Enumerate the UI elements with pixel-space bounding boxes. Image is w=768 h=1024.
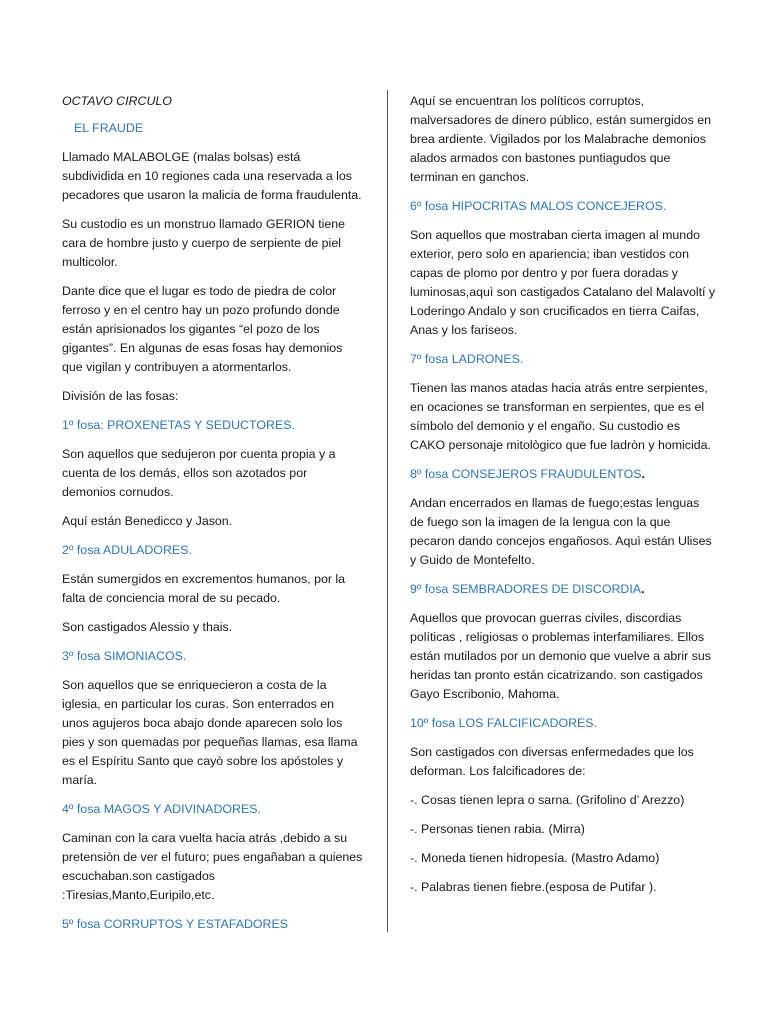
paragraph	[62, 282, 364, 377]
section-subtitle-text: EL FRAUDE	[74, 121, 144, 135]
paragraph	[410, 92, 716, 187]
fosa-heading-text: 7º fosa LADRONES.	[410, 352, 524, 366]
paragraph	[62, 445, 364, 502]
paragraph-text: Dante dice que el lugar es todo de piedra de color ferroso y en el centro hay un pozo profundo donde están aprisionados los gigantes “el pozo de los gigantes”. En algunas de esas fosas hay demonios que vigilan y contribuyen a atormentarlos.	[62, 284, 343, 374]
paragraph	[410, 494, 716, 570]
heading-trailing-period: .	[641, 467, 645, 481]
paragraph-text: Están sumergidos en excrementos humanos, por la falta de conciencia moral de su pecado.	[62, 572, 346, 605]
fosa-heading-text: 9º fosa SEMBRADORES DE DISCORDIA	[410, 582, 642, 596]
fosa-heading-text: 10º fosa LOS FALCIFICADORES.	[410, 716, 598, 730]
paragraph-text: Son aquellos que se enriquecieron a costa de la iglesia, en particular los curas. Son enterrados en unos agujeros boca abajo donde aparecen solo los pies y son quemadas por pequeñas llamas, esa llama es el Espíritu Santo que cayò sobre los apóstoles y maría.	[62, 678, 358, 787]
paragraph-text: -. Palabras tienen fiebre.(esposa de Putifar ).	[410, 880, 657, 894]
paragraph	[410, 743, 716, 781]
fosa-heading-text: 1º fosa: PROXENETAS Y SEDUCTORES.	[62, 418, 295, 432]
fosa-heading	[410, 350, 716, 369]
paragraph	[410, 226, 716, 340]
left-column	[62, 92, 364, 944]
paragraph	[410, 878, 716, 897]
fosa-heading	[62, 647, 364, 666]
paragraph-text: Andan encerrados en llamas de fuego;estas lenguas de fuego son la imagen de la lengua con la que pecaron dando concejos engañosos. Aquì están Ulises y Guido de Montefelto.	[410, 496, 712, 567]
fosa-heading	[62, 800, 364, 819]
paragraph-text: Aquellos que provocan guerras civiles, discordias políticas , religiosas o problemas interfamiliares. Ellos están mutilados por un demonio que vuelve a abrir sus heridas tan pronto están cicatrizando. son castigados Gayo Escribonio, Mahoma.	[410, 611, 711, 701]
paragraph-text: Caminan con la cara vuelta hacia atrás ,debido a su pretensiòn de ver el futuro; pues engañaban a quienes escuchaban.son castigados :Tiresias,Manto,Euripilo,etc.	[62, 831, 363, 902]
paragraph-text: -. Personas tienen rabia. (Mirra)	[410, 822, 585, 836]
paragraph	[62, 829, 364, 905]
paragraph-text: -. Moneda tienen hidropesía. (Mastro Adamo)	[410, 851, 660, 865]
paragraph	[62, 215, 364, 272]
heading-trailing-period: .	[641, 582, 645, 596]
fosa-heading-text: 4º fosa MAGOS Y ADIVINADORES.	[62, 802, 261, 816]
paragraph	[410, 379, 716, 455]
section-title-text: OCTAVO CIRCULO	[62, 94, 172, 108]
section-title	[62, 92, 364, 111]
paragraph	[62, 387, 364, 406]
paragraph-text: Son castigados con diversas enfermedades que los deforman. Los falcificadores de:	[410, 745, 694, 778]
fosa-heading	[410, 465, 716, 484]
paragraph-text: Son aquellos que sedujeron por cuenta propia y a cuenta de los demás, ellos son azotados por demonios cornudos.	[62, 447, 336, 499]
paragraph-text: -. Cosas tienen lepra o sarna. (Grifolino d’ Arezzo)	[410, 793, 685, 807]
paragraph	[410, 791, 716, 810]
fosa-heading-text: 8º fosa CONSEJEROS FRAUDULENTOS	[410, 467, 642, 481]
paragraph-text: Son aquellos que mostraban cierta imagen al mundo exterior, pero solo en apariencia; iban vestidos con capas de plomo por dentro y por fuera doradas y luminosas,aquì son castigados Catalano del Malavoltí y Loderingo Andalo y son crucificados en tierra Caifas, Anas y los fariseos.	[410, 228, 716, 337]
fosa-heading	[62, 541, 364, 560]
paragraph	[62, 618, 364, 637]
paragraph-text: Su custodio es un monstruo llamado GERION tiene cara de hombre justo y cuerpo de serpiente de piel multicolor.	[62, 217, 346, 269]
paragraph-text: Llamado MALABOLGE (malas bolsas) está subdividida en 10 regiones cada una reservada a los pecadores que usaron la malicia de forma fraudulenta.	[62, 150, 362, 202]
paragraph	[62, 570, 364, 608]
paragraph	[410, 820, 716, 839]
paragraph	[410, 849, 716, 868]
fosa-heading	[410, 197, 716, 216]
fosa-heading-text: 2º fosa ADULADORES.	[62, 543, 192, 557]
column-divider	[387, 90, 388, 932]
fosa-heading	[62, 416, 364, 435]
fosa-heading	[410, 714, 716, 733]
paragraph-text: Aquí se encuentran los políticos corruptos, malversadores de dinero público, están sumergidos en brea ardiente. Vigilados por los Malabrache demonios alados armados con bastones puntiagudos que terminan en ganchos.	[410, 94, 711, 184]
fosa-heading	[410, 580, 716, 599]
paragraph	[62, 148, 364, 205]
fosa-heading	[62, 915, 364, 934]
paragraph-text: Aquí están Benedicco y Jason.	[62, 514, 233, 528]
paragraph-text: Tienen las manos atadas hacia atrás entre serpientes, en ocaciones se transforman en serpientes, que es el símbolo del demonio y el engaño. Su custodio es CAKO personaje mitològico que fue ladròn y homicida.	[410, 381, 711, 452]
fosa-heading-text: 5º fosa CORRUPTOS Y ESTAFADORES	[62, 917, 289, 931]
right-column	[410, 92, 716, 907]
paragraph	[410, 609, 716, 704]
paragraph	[62, 512, 364, 531]
paragraph	[62, 676, 364, 790]
fosa-heading-text: 6º fosa HIPOCRITAS MALOS CONCEJEROS.	[410, 199, 667, 213]
fosa-heading-text: 3º fosa SIMONIACOS.	[62, 649, 187, 663]
paragraph-text: División de las fosas:	[62, 389, 179, 403]
paragraph-text: Son castigados Alessio y thais.	[62, 620, 233, 634]
section-subtitle	[62, 119, 364, 138]
